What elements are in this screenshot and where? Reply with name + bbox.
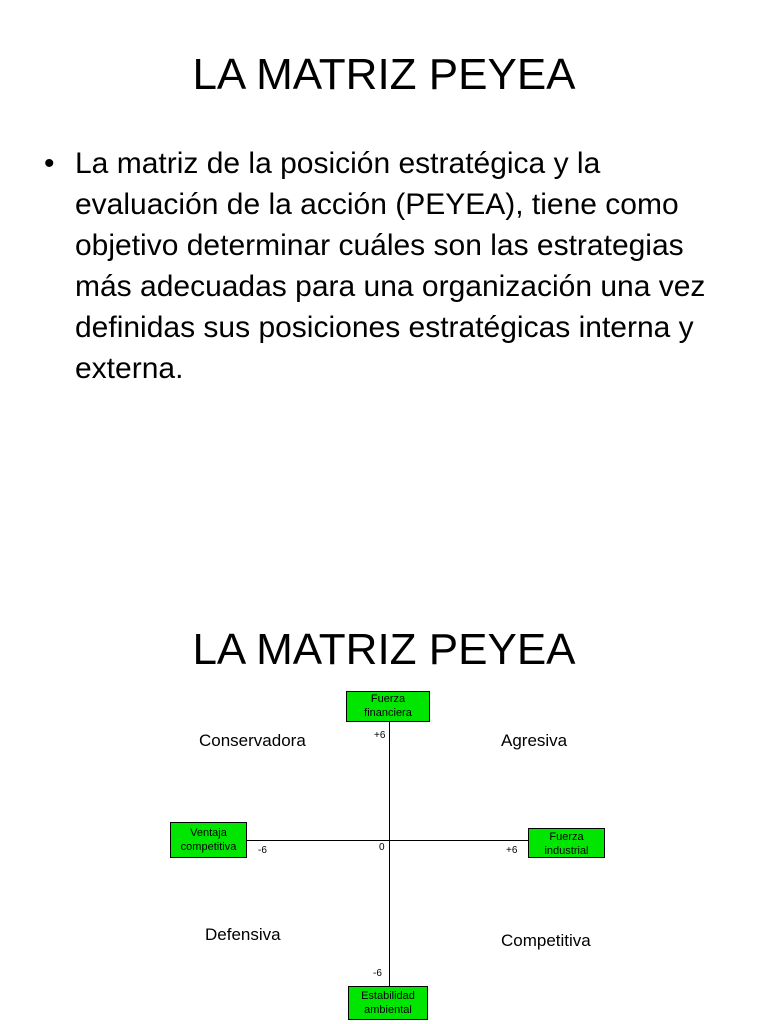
horizontal-axis <box>246 840 529 841</box>
bullet-marker: • <box>44 147 55 180</box>
tick-bottom: -6 <box>373 968 382 979</box>
quadrant-conservadora: Conservadora <box>199 731 306 750</box>
box-estabilidad-ambiental: Estabilidad ambiental <box>348 986 428 1020</box>
slide-2-title: LA MATRIZ PEYEA <box>192 625 576 674</box>
tick-right: +6 <box>506 845 518 856</box>
slide-2 <box>0 512 768 1024</box>
box-fuerza-financiera: Fuerza financiera <box>346 691 430 722</box>
bullet-text: La matriz de la posición estratégica y la evaluación de la acción (PEYEA), tiene como objetivo determinar cuáles son las estrategias más adecuadas para una organización una vez definidas sus posiciones estratégicas interna y externa. <box>75 147 706 385</box>
quadrant-agresiva: Agresiva <box>501 731 568 750</box>
tick-top: +6 <box>374 730 386 741</box>
bullet-item <box>44 143 734 389</box>
vertical-axis <box>389 722 390 987</box>
quadrant-competitiva: Competitiva <box>501 931 591 950</box>
tick-left: -6 <box>258 845 267 856</box>
slide-1-title: LA MATRIZ PEYEA <box>192 50 576 99</box>
box-fuerza-industrial: Fuerza industrial <box>528 828 605 858</box>
tick-origin: 0 <box>379 842 385 853</box>
quadrant-defensiva: Defensiva <box>205 925 281 944</box>
box-ventaja-competitiva: Ventaja competitiva <box>170 822 247 858</box>
